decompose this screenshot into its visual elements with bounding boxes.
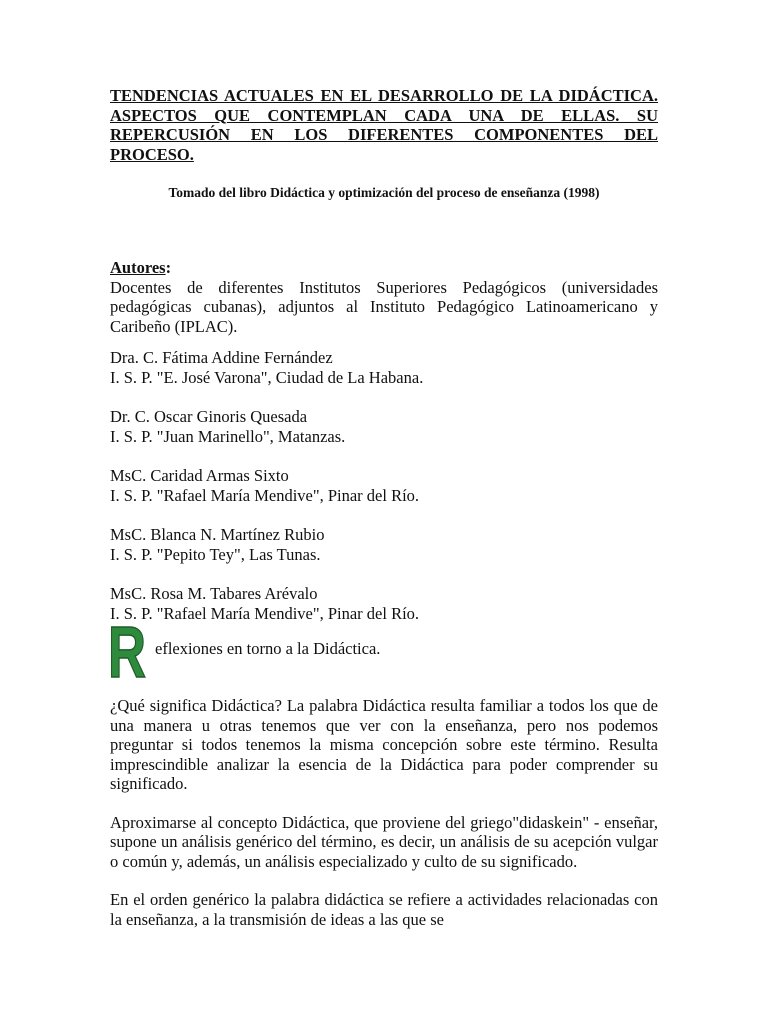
body-paragraph: Aproximarse al concepto Didáctica, que proviene del griego"didaskein" - enseñar, supone un análisis genérico del término, es decir, un análisis de su acepción vulgar o común y, además, un análisis especializado y culto de su significado. [110,812,658,871]
document-title: TENDENCIAS ACTUALES EN EL DESARROLLO DE LA DIDÁCTICA. ASPECTOS QUE CONTEMPLAN CADA UNA DE ELLAS. SU REPERCUSIÓN EN LOS DIFERENTES COMPONENTES DEL PROCESO. [110,86,658,164]
author-institution: I. S. P. "Juan Marinello", Matanzas. [110,426,346,446]
author-name: Dra. C. Fátima Addine Fernández [110,348,333,367]
dropcap-letter-r [107,613,147,693]
author-entry [110,348,658,387]
author-entry [110,584,658,623]
author-institution: I. S. P. "Rafael María Mendive", Pinar del Río. [110,603,420,623]
dropcap-letter: R [108,613,146,693]
author-institution: I. S. P. "E. José Varona", Ciudad de La Habana. [110,367,424,387]
author-name: MsC. Blanca N. Martínez Rubio [110,525,325,544]
authors-heading [110,258,658,278]
authors-label: Autores [110,258,166,277]
author-entry [110,525,658,564]
author-institution: I. S. P. "Pepito Tey", Las Tunas. [110,544,321,564]
author-institution: I. S. P. "Rafael María Mendive", Pinar del Río. [110,485,420,505]
body-paragraph: ¿Qué significa Didáctica? La palabra Didáctica resulta familiar a todos los que de una manera u otras tenemos que ver con la enseñanza, pero nos podemos preguntar si todos tenemos la misma concepción sobre este término. Resulta imprescindible analizar la esencia de la Didáctica para poder comprender su significado. [110,696,658,793]
authors-colon: : [165,258,172,277]
author-name: MsC. Caridad Armas Sixto [110,466,289,485]
authors-intro: Docentes de diferentes Institutos Superiores Pedagógicos (universidades pedagógicas cubanas), adjuntos al Instituto Pedagógico Latinoamericano y Caribeño (IPLAC). [110,277,658,336]
document-subtitle: Tomado del libro Didáctica y optimización del proceso de enseñanza (1998) [168,185,600,200]
author-entry [110,407,658,446]
author-entry [110,466,658,505]
document-page [110,86,658,929]
body-paragraph: En el orden genérico la palabra didáctica se refiere a actividades relacionadas con la enseñanza, a la transmisión de ideas a las que se [110,890,658,929]
section-heading-text: eflexiones en torno a la Didáctica. [155,639,381,658]
author-name: MsC. Rosa M. Tabares Arévalo [110,584,318,603]
author-name: Dr. C. Oscar Ginoris Quesada [110,407,308,426]
